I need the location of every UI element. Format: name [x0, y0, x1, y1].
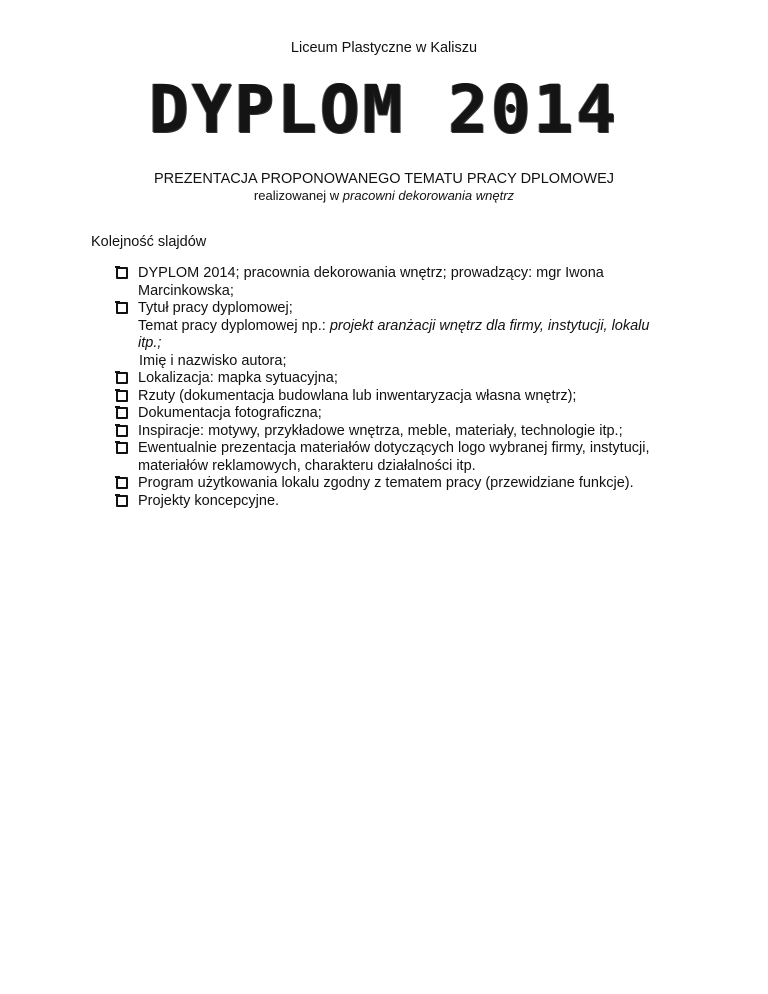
presentation-subheading	[0, 188, 768, 204]
checklist-item	[114, 300, 674, 318]
checkbox-icon[interactable]	[116, 390, 128, 402]
checkbox-icon[interactable]	[116, 302, 128, 314]
subheading-workshop: pracowni dekorowania wnętrz	[342, 188, 515, 203]
checkbox-icon[interactable]	[116, 372, 128, 384]
checklist-item-text: Projekty koncepcyjne.	[138, 492, 280, 509]
checklist-item	[114, 405, 674, 423]
checklist-item-text: Lokalizacja: mapka sytuacyjna;	[138, 370, 338, 386]
checklist-item	[114, 475, 674, 493]
checkbox-icon[interactable]	[116, 267, 128, 279]
checklist-subitem	[114, 353, 674, 371]
checklist-item	[114, 493, 674, 511]
checklist-subitem	[114, 318, 674, 353]
slide-checklist	[114, 265, 674, 510]
checkbox-icon[interactable]	[116, 442, 128, 454]
checklist-item	[114, 440, 674, 475]
checkbox-icon[interactable]	[116, 495, 128, 507]
checkbox-icon[interactable]	[116, 407, 128, 419]
diploma-title: DYPLOM 2014	[148, 71, 620, 148]
checklist-item-text: Tytuł pracy dyplomowej;	[138, 300, 293, 316]
checklist-item	[114, 370, 674, 388]
checklist-item-text: Rzuty (dokumentacja budowlana lub inwentaryzacja własna wnętrz);	[138, 387, 577, 404]
checkbox-icon[interactable]	[116, 477, 128, 489]
checklist-item	[114, 423, 674, 441]
checklist-item-text: Inspiracje: motywy, przykładowe wnętrza, meble, materiały, technologie itp.;	[138, 422, 623, 439]
checklist-item	[114, 388, 674, 406]
checklist-item-text: Imię i nazwisko autora;	[139, 352, 287, 369]
checklist-item	[114, 265, 674, 300]
checklist-item-text: DYPLOM 2014; pracownia dekorowania wnętrz; prowadzący: mgr Iwona Marcinkowska;	[138, 265, 604, 299]
checklist-item-text: Ewentualnie prezentacja materiałów dotyczących logo wybranej firmy, instytucji, materiałów reklamowych, charakteru działalności itp.	[138, 440, 650, 474]
checkbox-icon[interactable]	[116, 425, 128, 437]
school-name: Liceum Plastyczne w Kaliszu	[290, 40, 478, 56]
checklist-item-text: Program użytkowania lokalu zgodny z tematem pracy (przewidziane funkcje).	[138, 475, 634, 491]
slide-order-label: Kolejność slajdów	[91, 234, 207, 250]
subheading-prefix: realizowanej w	[253, 188, 343, 203]
presentation-heading: PREZENTACJA PROPONOWANEGO TEMATU PRACY DPLOMOWEJ	[153, 171, 615, 187]
checklist-item-example: projekt aranżacji wnętrz dla firmy, instytucji, lokalu itp.;	[138, 317, 650, 351]
checklist-item-text: Temat pracy dyplomowej np.:	[138, 317, 330, 334]
checklist-item-text: Dokumentacja fotograficzna;	[138, 405, 322, 421]
